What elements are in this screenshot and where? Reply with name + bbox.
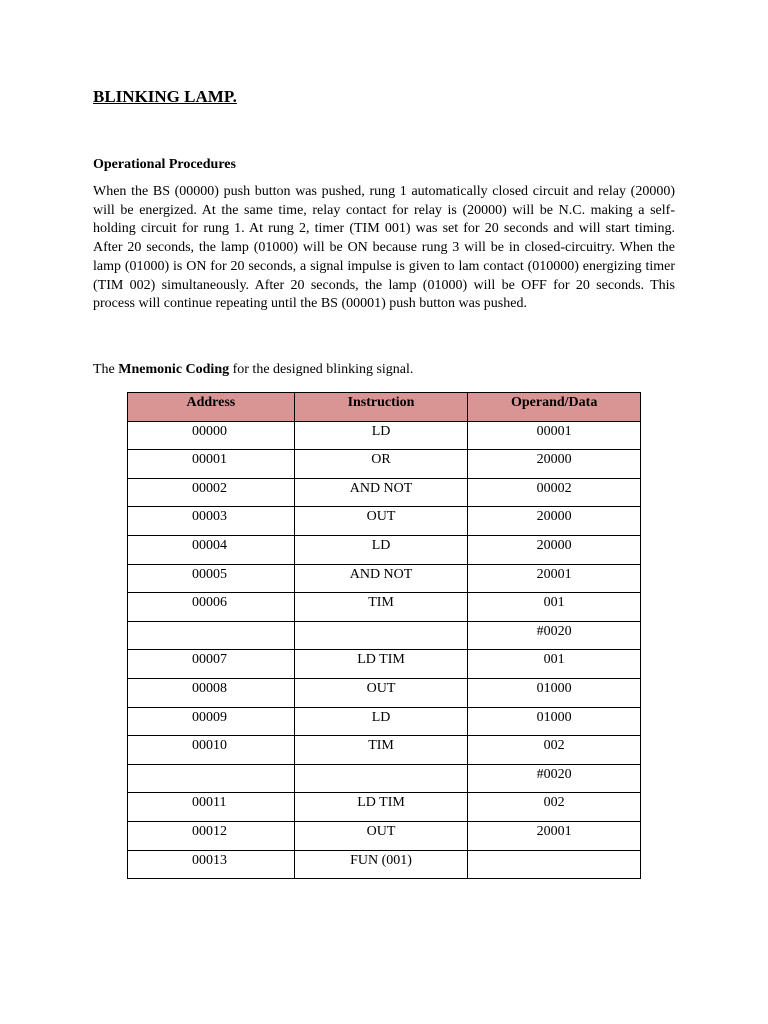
cell-instruction [294, 764, 468, 793]
cell-address [128, 764, 295, 793]
cell-instruction: LD [294, 421, 468, 450]
cell-address: 00001 [128, 450, 295, 479]
table-row [128, 421, 641, 450]
cell-operand: #0020 [468, 764, 641, 793]
cell-instruction: FUN (001) [294, 850, 468, 879]
table-row [128, 564, 641, 593]
cell-instruction: TIM [294, 593, 468, 622]
cell-address: 00006 [128, 593, 295, 622]
table-row [128, 535, 641, 564]
cell-address: 00004 [128, 535, 295, 564]
procedure-paragraph: When the BS (00000) push button was pushed, rung 1 automatically closed circuit and relay (20000) will be energized. At the same time, relay contact for relay is (20000) will be N.C. making a self-holding circuit for rung 1. At rung 2, timer (TIM 001) was set for 20 seconds and will start timing. After 20 seconds, the lamp (01000) will be ON because rung 3 will be in closed-circuitry. When the lamp (01000) is ON for 20 seconds, a signal impulse is given to lam contact (010000) energizing timer (TIM 002) simultaneously. After 20 seconds, the lamp (01000) will be OFF for 20 seconds. This process will continue repeating until the BS (00001) push button was pushed. [93, 184, 675, 312]
cell-operand: 20000 [468, 507, 641, 536]
table-caption [93, 362, 413, 378]
mnemonic-table [127, 392, 641, 879]
table-row [128, 593, 641, 622]
document-title: BLINKING LAMP. [93, 87, 237, 106]
cell-address: 00009 [128, 707, 295, 736]
table-row [128, 650, 641, 679]
header-instruction: Instruction [294, 393, 468, 422]
cell-operand: 002 [468, 793, 641, 822]
cell-address: 00010 [128, 736, 295, 765]
cell-address: 00002 [128, 478, 295, 507]
caption-suffix: for the designed blinking signal. [229, 362, 414, 377]
cell-address: 00013 [128, 850, 295, 879]
cell-address: 00000 [128, 421, 295, 450]
cell-instruction [294, 621, 468, 650]
caption-bold: Mnemonic Coding [118, 362, 230, 377]
header-operand: Operand/Data [468, 393, 641, 422]
cell-instruction: TIM [294, 736, 468, 765]
cell-operand: 001 [468, 650, 641, 679]
cell-instruction: OUT [294, 507, 468, 536]
cell-instruction: LD TIM [294, 793, 468, 822]
cell-operand: 00001 [468, 421, 641, 450]
table-row [128, 478, 641, 507]
table-row [128, 793, 641, 822]
cell-instruction: OUT [294, 678, 468, 707]
cell-operand: 20001 [468, 564, 641, 593]
cell-instruction: LD TIM [294, 650, 468, 679]
table-row [128, 764, 641, 793]
cell-address: 00003 [128, 507, 295, 536]
table-row [128, 507, 641, 536]
table-row [128, 736, 641, 765]
cell-address: 00008 [128, 678, 295, 707]
header-address: Address [128, 393, 295, 422]
cell-operand: 01000 [468, 707, 641, 736]
table-row [128, 450, 641, 479]
cell-operand [468, 850, 641, 879]
section-heading: Operational Procedures [93, 157, 236, 172]
cell-address: 00012 [128, 821, 295, 850]
cell-operand: 20000 [468, 450, 641, 479]
cell-operand: 20000 [468, 535, 641, 564]
cell-instruction: LD [294, 535, 468, 564]
cell-address: 00005 [128, 564, 295, 593]
table-row [128, 821, 641, 850]
table-row [128, 621, 641, 650]
table-row [128, 707, 641, 736]
cell-operand: 00002 [468, 478, 641, 507]
table-header-row [128, 393, 641, 422]
cell-instruction: LD [294, 707, 468, 736]
cell-address [128, 621, 295, 650]
cell-instruction: OUT [294, 821, 468, 850]
cell-instruction: OR [294, 450, 468, 479]
table-row [128, 850, 641, 879]
cell-address: 00007 [128, 650, 295, 679]
cell-operand: #0020 [468, 621, 641, 650]
table-row [128, 678, 641, 707]
cell-operand: 01000 [468, 678, 641, 707]
cell-instruction: AND NOT [294, 564, 468, 593]
caption-prefix: The [93, 362, 119, 377]
table-body [128, 421, 641, 879]
cell-instruction: AND NOT [294, 478, 468, 507]
cell-operand: 001 [468, 593, 641, 622]
cell-operand: 20001 [468, 821, 641, 850]
cell-operand: 002 [468, 736, 641, 765]
cell-address: 00011 [128, 793, 295, 822]
